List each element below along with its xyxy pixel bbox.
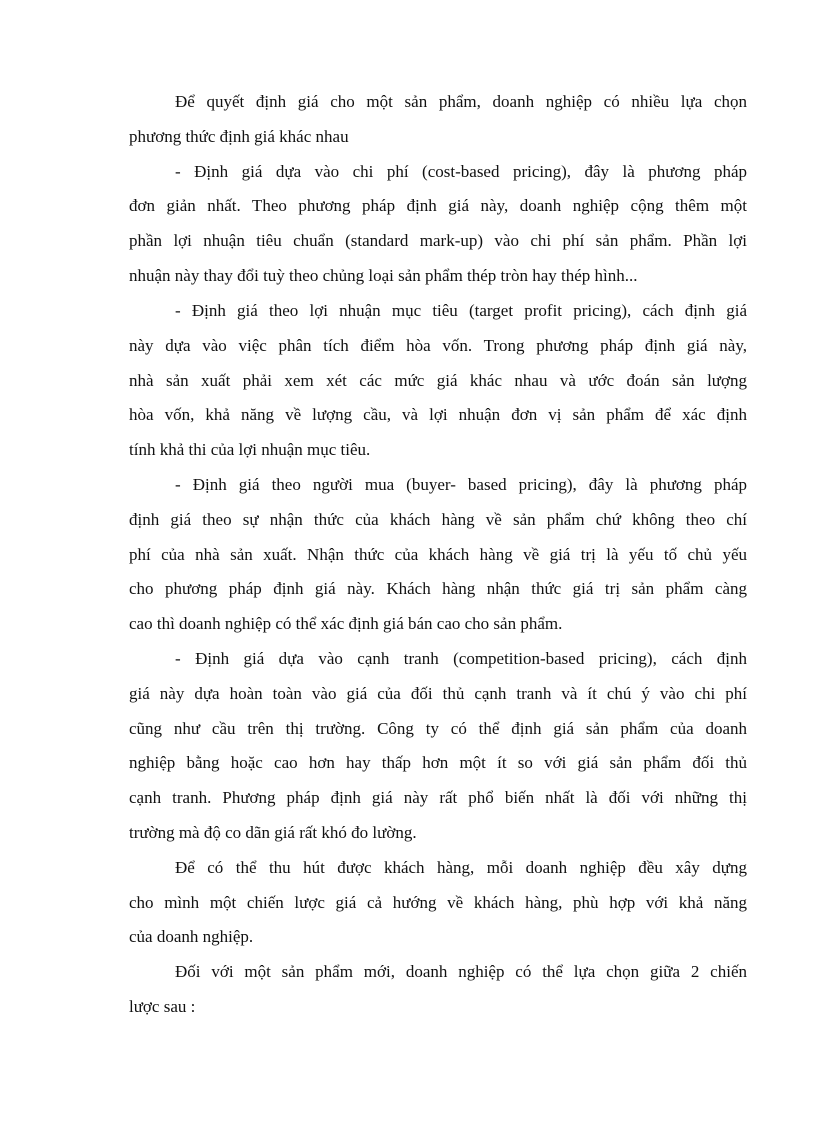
text-line: nghiệp bằng hoặc cao hơn hay thấp hơn một ít so với giá sản phẩm đối thủ xyxy=(129,753,747,772)
text-line: Để có thể thu hút được khách hàng, mỗi doanh nghiệp đều xây dựng xyxy=(175,858,747,877)
text-line: - Định giá dựa vào chi phí (cost-based pricing), đây là phương pháp xyxy=(175,162,747,181)
text-line: - Định giá theo lợi nhuận mục tiêu (target profit pricing), cách định giá xyxy=(175,301,747,320)
text-line: của doanh nghiệp. xyxy=(129,927,254,946)
text-line: cho mình một chiến lược giá cả hướng về khách hàng, phù hợp với khả năng xyxy=(129,893,747,912)
text-line: - Định giá theo người mua (buyer- based pricing), đây là phương pháp xyxy=(175,475,747,494)
text-line: lược sau : xyxy=(129,997,196,1016)
text-line: cũng như cầu trên thị trường. Công ty có thể định giá sản phẩm của doanh xyxy=(129,719,747,738)
text-line: tính khả thi của lợi nhuận mục tiêu. xyxy=(129,440,371,459)
text-line: Để quyết định giá cho một sản phẩm, doanh nghiệp có nhiều lựa chọn xyxy=(175,92,747,111)
text-line: phí của nhà sản xuất. Nhận thức của khách hàng về giá trị là yếu tố chủ yếu xyxy=(129,545,747,564)
text-line: nhuận này thay đổi tuỳ theo chủng loại sản phẩm thép tròn hay thép hình... xyxy=(129,266,638,285)
text-line: Đối với một sản phẩm mới, doanh nghiệp có thể lựa chọn giữa 2 chiến xyxy=(175,962,747,981)
text-line: đơn giản nhất. Theo phương pháp định giá này, doanh nghiệp cộng thêm một xyxy=(129,196,747,215)
text-line: này dựa vào việc phân tích điểm hòa vốn. Trong phương pháp định giá này, xyxy=(129,336,747,355)
text-line: định giá theo sự nhận thức của khách hàng về sản phẩm chứ không theo chí xyxy=(129,510,747,529)
text-line: phương thức định giá khác nhau xyxy=(129,127,349,146)
text-line: - Định giá dựa vào cạnh tranh (competition-based pricing), cách định xyxy=(175,649,747,668)
text-line: phần lợi nhuận tiêu chuẩn (standard mark-up) vào chi phí sản phẩm. Phần lợi xyxy=(129,231,747,250)
text-line: giá này dựa hoàn toàn vào giá của đối thủ cạnh tranh và ít chú ý vào chi phí xyxy=(129,684,747,703)
text-line: cho phương pháp định giá này. Khách hàng nhận thức giá trị sản phẩm càng xyxy=(129,579,747,598)
text-line: nhà sản xuất phải xem xét các mức giá khác nhau và ước đoán sản lượng xyxy=(129,371,747,390)
text-line: cạnh tranh. Phương pháp định giá này rất phổ biến nhất là đối với những thị xyxy=(129,788,747,807)
text-line: cao thì doanh nghiệp có thể xác định giá bán cao cho sản phẩm. xyxy=(129,614,563,633)
text-line: hòa vốn, khả năng về lượng cầu, và lợi nhuận đơn vị sản phẩm để xác định xyxy=(129,405,747,424)
text-line: trường mà độ co dãn giá rất khó đo lường. xyxy=(129,823,417,842)
